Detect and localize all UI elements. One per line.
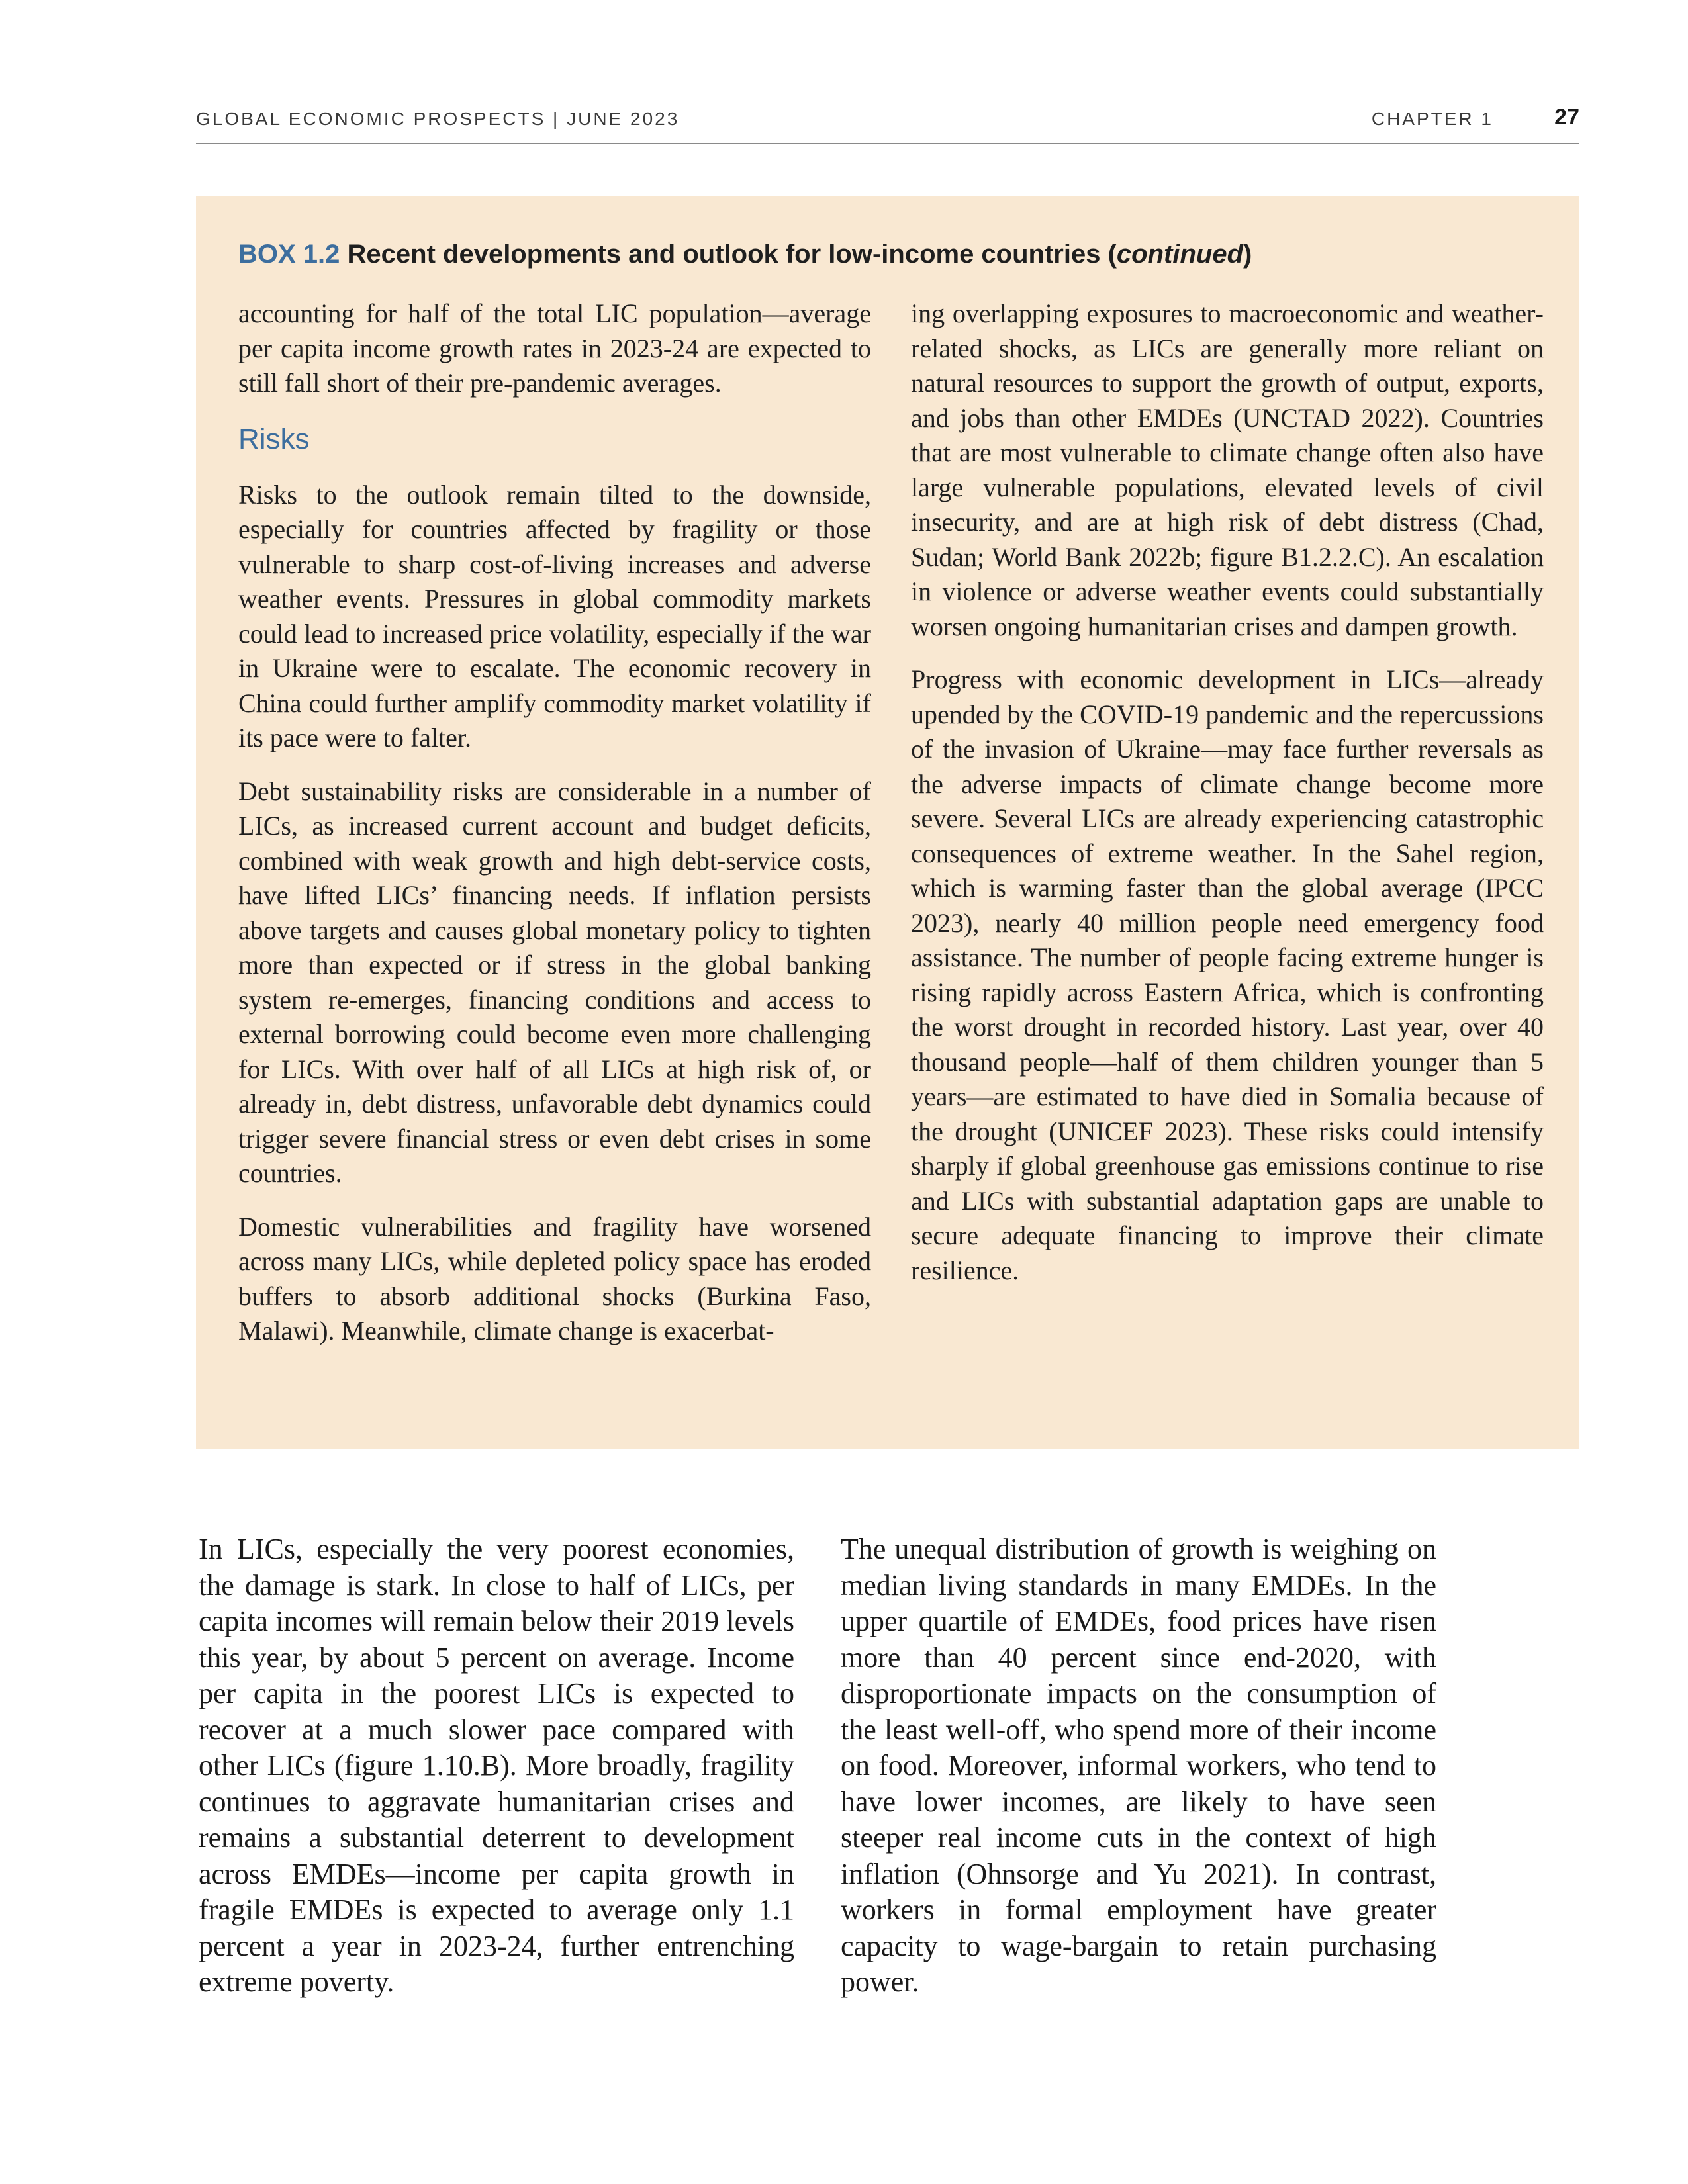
box-title [238,240,1252,269]
box-label: BOX 1.2 [238,240,340,269]
box-title-italic: continued [1116,240,1243,269]
main-left-column [199,1531,794,2001]
box-panel [196,196,1579,1449]
body-paragraph: The unequal distribution of growth is weighing on median living standards in many EMDEs. In the upper quartile of EMDEs, food prices have risen more than 40 percent since end-2020, with disproportionate impacts on the consumption of the least well-off, who spend more of their income on food. Moreover, informal workers, who tend to have lower incomes, are likely to have seen steeper real income cuts in the context of high inflation (Ohnsorge and Yu 2021). In contrast, workers in formal employment have greater capacity to wage-bargain to retain purchasing power. [841,1533,1436,1998]
box-paragraph: Debt sustainability risks are considerable in a number of LICs, as increased current account and budget deficits, combined with weak growth and high debt-service costs, have lifted LICs’ financing needs. If inflation persists above targets and causes global monetary policy to tighten more than expected or if stress in the global banking system re-emerges, financing conditions and access to external borrowing could become even more challenging for LICs. With over half of all LICs at high risk of, or already in, debt distress, unfavorable debt dynamics could trigger severe financial stress or even debt crises in some countries. [238,776,871,1188]
body-paragraph: In LICs, especially the very poorest economies, the damage is stark. In close to half of LICs, per capita incomes will remain below their 2019 levels this year, by about 5 percent on average. Income per capita in the poorest LICs is expected to recover at a much slower pace compared with other LICs (figure 1.10.B). More broadly, fragility continues to aggravate humanitarian crises and remains a substantial deterrent to development across EMDEs—income per capita growth in fragile EMDEs is expected to average only 1.1 percent a year in 2023-24, further entrenching extreme poverty. [199,1533,794,1998]
box-left-column [238,296,871,1367]
box-paragraph: ing overlapping exposures to macroeconomic and weather-related shocks, as LICs are generally more reliant on natural resources to support the growth of output, exports, and jobs than other EMDEs (UNCTAD 2022). Countries that are most vulnerable to climate change often also have large vulnerable populations, elevated levels of civil insecurity, and are at high risk of debt distress (Chad, Sudan; World Bank 2022b; figure B1.2.2.C). An escalation in violence or adverse weather events could substantially worsen ongoing humanitarian crises and dampen growth. [911,298,1544,641]
box-paragraph: Domestic vulnerabilities and fragility have worsened across many LICs, while depleted policy space has eroded buffers to absorb additional shocks (Burkina Faso, Malawi). Meanwhile, climate change is exacerbat- [238,1211,871,1345]
publication-title: GLOBAL ECONOMIC PROSPECTS | JUNE 2023 [196,109,680,129]
box-title-end: ) [1243,240,1252,269]
page-header [196,106,1579,144]
page-number: 27 [1554,105,1579,130]
box-right-column [911,296,1544,1306]
chapter-label: CHAPTER 1 [1371,109,1493,129]
box-paragraph: accounting for half of the total LIC population—average per capita income growth rates in 2023-24 are expected to still fall short of their pre-pandemic averages. [238,298,871,398]
risks-heading: Risks [238,422,310,455]
box-paragraph: Risks to the outlook remain tilted to the downside, especially for countries affected by fragility or those vulnerable to sharp cost-of-living increases and adverse weather events. Pressures in global commodity markets could lead to increased price volatility, especially if the war in Ukraine were to escalate. The economic recovery in China could further amplify commodity market volatility if its pace were to falter. [238,479,871,752]
box-title-text: Recent developments and outlook for low-income countries ( [347,240,1117,269]
box-paragraph: Progress with economic development in LICs—already upended by the COVID-19 pandemic and the repercussions of the invasion of Ukraine—may face further reversals as the adverse impacts of climate change become more severe. Several LICs are already experiencing catastrophic consequences of extreme weather. In the Sahel region, which is warming faster than the global average (IPCC 2023), nearly 40 million people need emergency food assistance. The number of people facing extreme hunger is rising rapidly across Eastern Africa, which is confronting the worst drought in recorded history. Last year, over 40 thousand people—half of them children younger than 5 years—are estimated to have died in Somalia because of the drought (UNICEF 2023). These risks could intensify sharply if global greenhouse gas emissions continue to rise and LICs with substantial adaptation gaps are unable to secure adequate financing to improve their climate resilience. [911,664,1544,1285]
main-right-column [841,1531,1436,2001]
